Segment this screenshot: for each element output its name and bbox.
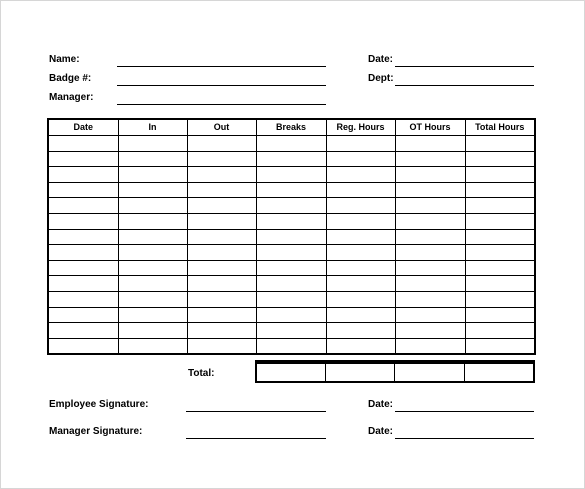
table-cell[interactable] — [118, 151, 187, 167]
table-cell[interactable] — [118, 136, 187, 152]
manager-signature-field[interactable] — [186, 438, 326, 439]
table-cell[interactable] — [465, 182, 535, 198]
table-cell[interactable] — [256, 291, 326, 307]
dept-label: Dept: — [368, 73, 394, 84]
totals-row — [255, 360, 535, 383]
table-cell[interactable] — [465, 291, 535, 307]
table-row — [48, 338, 535, 354]
table-cell[interactable] — [326, 245, 395, 261]
table-cell[interactable] — [326, 323, 395, 339]
total-total-hours-cell[interactable] — [464, 362, 534, 382]
table-cell[interactable] — [326, 260, 395, 276]
table-cell[interactable] — [395, 323, 465, 339]
table-cell[interactable] — [256, 136, 326, 152]
table-cell[interactable] — [465, 323, 535, 339]
table-cell[interactable] — [48, 276, 118, 292]
table-header-row — [48, 119, 535, 136]
table-cell[interactable] — [118, 229, 187, 245]
table-cell[interactable] — [187, 182, 256, 198]
employee-signature-date-label: Date: — [368, 399, 394, 410]
column-header-total-hours: Total Hours — [465, 119, 535, 136]
table-cell[interactable] — [465, 167, 535, 183]
column-header-reg-hours: Reg. Hours — [326, 119, 395, 136]
employee-signature-label: Employee Signature: — [49, 399, 149, 410]
table-cell[interactable] — [256, 151, 326, 167]
badge-label: Badge #: — [49, 73, 92, 84]
table-cell[interactable] — [326, 291, 395, 307]
manager-signature-date-label: Date: — [368, 426, 394, 437]
name-label: Name: — [49, 54, 80, 65]
table-cell[interactable] — [465, 198, 535, 214]
table-cell[interactable] — [256, 276, 326, 292]
badge-field[interactable] — [117, 85, 326, 86]
table-cell[interactable] — [395, 229, 465, 245]
date-field[interactable] — [395, 66, 534, 67]
table-cell[interactable] — [187, 338, 256, 354]
table-row — [48, 167, 535, 183]
table-cell[interactable] — [465, 307, 535, 323]
column-header-out: Out — [187, 119, 256, 136]
table-cell[interactable] — [187, 151, 256, 167]
table-cell[interactable] — [395, 136, 465, 152]
table-cell[interactable] — [395, 307, 465, 323]
table-cell[interactable] — [465, 338, 535, 354]
table-row — [48, 182, 535, 198]
employee-signature-field[interactable] — [186, 411, 326, 412]
table-row — [48, 229, 535, 245]
table-cell[interactable] — [326, 198, 395, 214]
table-cell[interactable] — [326, 182, 395, 198]
table-cell[interactable] — [48, 213, 118, 229]
table-cell[interactable] — [118, 213, 187, 229]
table-cell[interactable] — [187, 136, 256, 152]
table-cell[interactable] — [326, 276, 395, 292]
date-label: Date: — [368, 54, 394, 65]
table-cell[interactable] — [256, 245, 326, 261]
table-cell[interactable] — [48, 260, 118, 276]
table-cell[interactable] — [48, 198, 118, 214]
table-cell[interactable] — [187, 229, 256, 245]
table-cell[interactable] — [48, 229, 118, 245]
table-cell[interactable] — [118, 338, 187, 354]
total-label: Total: — [188, 368, 215, 379]
table-cell[interactable] — [118, 167, 187, 183]
total-ot-hours-cell[interactable] — [394, 362, 464, 382]
table-cell[interactable] — [187, 291, 256, 307]
table-cell[interactable] — [326, 151, 395, 167]
table-cell[interactable] — [395, 338, 465, 354]
table-row — [48, 276, 535, 292]
table-cell[interactable] — [187, 213, 256, 229]
table-cell[interactable] — [48, 151, 118, 167]
table-cell[interactable] — [118, 291, 187, 307]
employee-signature-date-field[interactable] — [395, 411, 534, 412]
table-cell[interactable] — [395, 198, 465, 214]
column-header-breaks: Breaks — [256, 119, 326, 136]
table-cell[interactable] — [48, 245, 118, 261]
table-cell[interactable] — [187, 307, 256, 323]
table-cell[interactable] — [118, 307, 187, 323]
table-cell[interactable] — [465, 151, 535, 167]
timesheet-table — [47, 118, 536, 355]
table-cell[interactable] — [395, 245, 465, 261]
total-breaks-cell[interactable] — [256, 362, 325, 382]
table-cell[interactable] — [326, 213, 395, 229]
table-cell[interactable] — [118, 198, 187, 214]
table-cell[interactable] — [465, 260, 535, 276]
manager-label: Manager: — [49, 92, 94, 103]
table-cell[interactable] — [256, 338, 326, 354]
table-cell[interactable] — [465, 136, 535, 152]
table-cell[interactable] — [256, 213, 326, 229]
table-cell[interactable] — [326, 307, 395, 323]
table-cell[interactable] — [395, 260, 465, 276]
table-cell[interactable] — [187, 323, 256, 339]
table-cell[interactable] — [326, 167, 395, 183]
column-header-date: Date — [48, 119, 118, 136]
table-cell[interactable] — [256, 323, 326, 339]
manager-signature-date-field[interactable] — [395, 438, 534, 439]
table-cell[interactable] — [256, 198, 326, 214]
table-cell[interactable] — [187, 260, 256, 276]
table-cell[interactable] — [187, 245, 256, 261]
table-cell[interactable] — [118, 260, 187, 276]
table-row — [48, 245, 535, 261]
table-cell[interactable] — [118, 182, 187, 198]
table-cell[interactable] — [395, 167, 465, 183]
table-cell[interactable] — [118, 323, 187, 339]
table-row — [48, 213, 535, 229]
dept-field[interactable] — [395, 85, 534, 86]
table-cell[interactable] — [118, 276, 187, 292]
table-cell[interactable] — [48, 307, 118, 323]
manager-field[interactable] — [117, 104, 326, 105]
total-reg-hours-cell[interactable] — [325, 362, 394, 382]
table-row — [48, 307, 535, 323]
table-cell[interactable] — [256, 307, 326, 323]
table-cell[interactable] — [326, 338, 395, 354]
table-row — [48, 260, 535, 276]
column-header-in: In — [118, 119, 187, 136]
manager-signature-label: Manager Signature: — [49, 426, 143, 437]
table-cell[interactable] — [256, 229, 326, 245]
table-cell[interactable] — [118, 245, 187, 261]
table-row — [48, 151, 535, 167]
table-cell[interactable] — [256, 260, 326, 276]
table-cell[interactable] — [48, 338, 118, 354]
table-cell[interactable] — [395, 291, 465, 307]
table-row — [48, 198, 535, 214]
table-cell[interactable] — [48, 182, 118, 198]
table-cell[interactable] — [256, 167, 326, 183]
table-cell[interactable] — [395, 151, 465, 167]
table-cell[interactable] — [326, 229, 395, 245]
table-cell[interactable] — [465, 229, 535, 245]
table-cell[interactable] — [465, 276, 535, 292]
name-field[interactable] — [117, 66, 326, 67]
table-cell[interactable] — [48, 167, 118, 183]
table-cell[interactable] — [48, 323, 118, 339]
table-cell[interactable] — [48, 291, 118, 307]
table-cell[interactable] — [187, 167, 256, 183]
table-cell[interactable] — [465, 245, 535, 261]
table-cell[interactable] — [187, 198, 256, 214]
table-cell[interactable] — [395, 276, 465, 292]
table-row — [48, 323, 535, 339]
table-row — [48, 136, 535, 152]
table-cell[interactable] — [187, 276, 256, 292]
table-cell[interactable] — [256, 182, 326, 198]
table-cell[interactable] — [395, 213, 465, 229]
table-cell[interactable] — [395, 182, 465, 198]
column-header-ot-hours: OT Hours — [395, 119, 465, 136]
table-cell[interactable] — [48, 136, 118, 152]
table-row — [48, 291, 535, 307]
table-cell[interactable] — [465, 213, 535, 229]
table-cell[interactable] — [326, 136, 395, 152]
